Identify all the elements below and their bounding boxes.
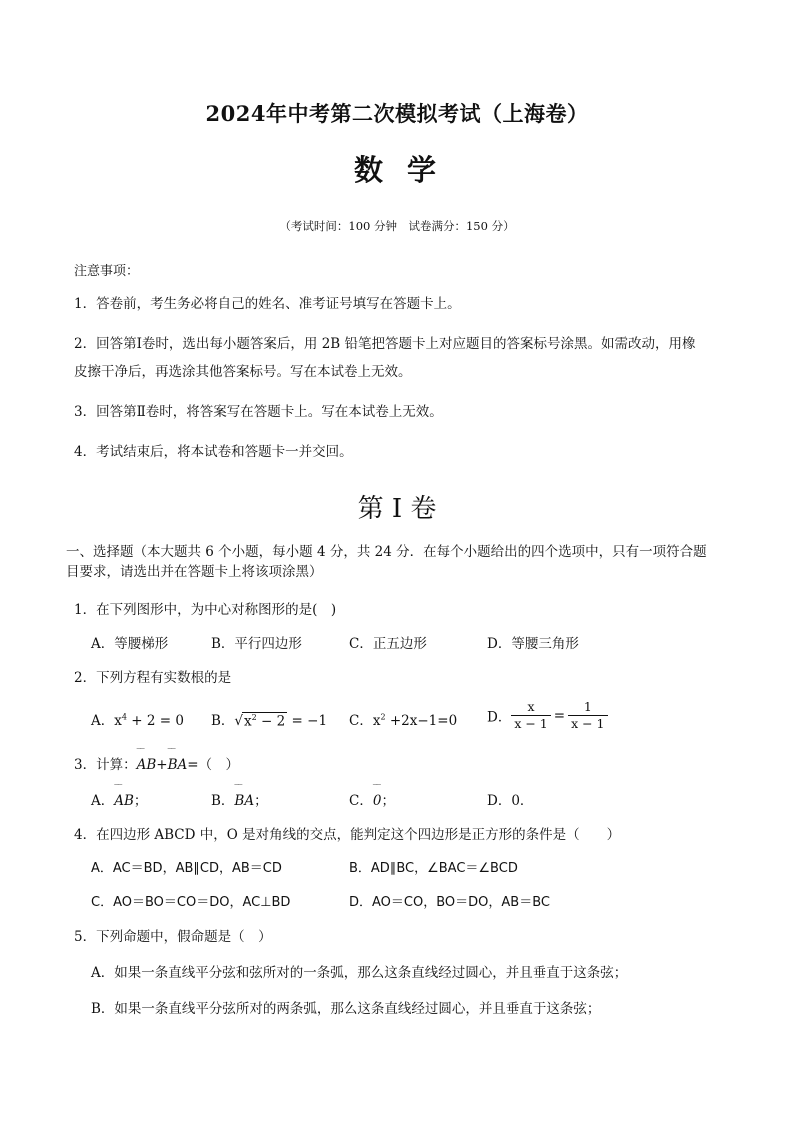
q2-c-label: C．	[349, 713, 373, 729]
q3-b-label: B．	[211, 793, 235, 809]
q2-b-label: B．	[211, 713, 235, 729]
q3-option-c	[349, 789, 395, 809]
q2-d-num2: 1	[568, 699, 607, 716]
section-instructions-1: 一、选择题（本大题共 6 个小题，每小题 4 分，共 24 分．在每个小题给出的四个选项中，只有一项符合题	[66, 544, 707, 560]
question-1-stem: 1．在下列图形中，为中心对称图形的是( )	[74, 602, 337, 618]
exam-title: 2024年中考第二次模拟考试（上海卷）	[205, 101, 589, 126]
q2-d-den2: x − 1	[571, 716, 605, 731]
notice-item-1: 1．答卷前，考生务必将自己的姓名、准考证号填写在答题卡上。	[74, 296, 461, 312]
q2-d-den1: x − 1	[514, 716, 548, 731]
q1-option-b: B．平行四边形	[211, 636, 302, 652]
q4-option-b: B．AD∥BC，∠BAC＝∠BCD	[349, 861, 518, 876]
q1-option-a: A．等腰梯形	[91, 636, 169, 652]
section-instructions-2: 目要求，请选出并在答题卡上将该项涂黑）	[66, 564, 323, 580]
q2-a-label: A．	[91, 713, 115, 729]
q2-option-d	[487, 699, 608, 732]
q3-b-vector: ‾‾ BA	[234, 793, 254, 809]
q3-c-label: C．	[349, 793, 373, 809]
notice-item-2: 2．回答第Ⅰ卷时，选出每小题答案后，用 2B 铅笔把答题卡上对应题目的答案标号涂黑。如需改动，用橡	[74, 336, 696, 352]
q2-a-base: x	[114, 713, 122, 729]
q2-b-rest: − 2	[256, 713, 286, 729]
q2-b-exp: 2	[251, 712, 257, 722]
q3-b-tail: ；	[254, 793, 268, 809]
q4-option-d: D．AO＝CO，BO＝DO，AB＝BC	[349, 895, 550, 910]
q2-a-exp: 4	[121, 712, 127, 722]
q2-c-exp: 2	[380, 712, 386, 722]
q2-c-rest: +2x−1=0	[385, 713, 458, 729]
vector-ba: ‾‾ BA	[168, 757, 188, 773]
q4-option-a: A．AC＝BD，AB∥CD，AB＝CD	[91, 861, 282, 876]
exam-info: （考试时间：100 分钟 试卷满分：150 分）	[279, 219, 515, 233]
q2-b-radicand	[242, 712, 287, 730]
question-5-stem: 5．下列命题中，假命题是（ ）	[74, 929, 272, 945]
question-4-stem: 4．在四边形 ABCD 中，O 是对角线的交点，能判定这个四边形是正方形的条件是（ ）	[74, 827, 621, 843]
notice-item-2-cont: 皮擦干净后，再选涂其他答案标号。写在本试卷上无效。	[74, 364, 412, 380]
notice-item-4: 4．考试结束后，将本试卷和答题卡一并交回。	[74, 444, 353, 460]
q2-d-label: D．	[487, 709, 512, 726]
q2-b-base: x	[244, 713, 252, 729]
question-3-stem	[74, 753, 239, 773]
q2-b-rhs: = −1	[287, 713, 328, 729]
q2-d-fraction-left	[511, 699, 550, 732]
q5-option-a: A．如果一条直线平分弦和弦所对的一条弧，那么这条直线经过圆心，并且垂直于这条弦；	[91, 965, 628, 981]
q3-plus: +	[156, 757, 168, 773]
q3-option-b	[211, 789, 268, 809]
q2-d-fraction-right	[568, 699, 607, 732]
q1-option-c: C．正五边形	[349, 636, 427, 652]
q3-a-tail: ；	[133, 793, 148, 809]
notice-item-3: 3．回答第Ⅱ卷时，将答案写在答题卡上。写在本试卷上无效。	[74, 404, 443, 420]
q3-stem-suffix: =（ ）	[187, 757, 240, 773]
q5-option-b: B．如果一条直线平分弦所对的两条弧，那么这条直线经过圆心，并且垂直于这条弦；	[91, 1001, 601, 1017]
q3-option-d: D．0．	[487, 793, 534, 809]
sqrt-symbol: √	[234, 713, 244, 729]
q2-option-b	[211, 709, 327, 729]
q3-c-vector: ‾‾ 0	[373, 793, 382, 809]
q4-option-c: C．AO＝BO＝CO＝DO，AC⊥BD	[91, 895, 291, 910]
q2-option-c	[349, 709, 457, 729]
q2-c-base: x	[372, 713, 381, 729]
q3-option-a	[91, 789, 147, 809]
q2-a-rest: + 2 = 0	[126, 713, 184, 729]
q3-a-label: A．	[91, 793, 115, 809]
question-2-stem: 2．下列方程有实数根的是	[74, 670, 232, 686]
subject-heading: 数学	[353, 153, 460, 187]
q2-d-equals: =	[553, 707, 566, 724]
q2-d-num1: x	[511, 699, 550, 716]
q2-option-a	[91, 709, 184, 729]
notice-heading: 注意事项：	[74, 264, 140, 279]
q1-option-d: D．等腰三角形	[487, 636, 579, 652]
section-title: 第 I 卷	[357, 494, 437, 524]
q3-c-tail: ；	[381, 793, 395, 809]
vector-ab: ‾‾ AB	[137, 757, 157, 773]
q3-a-vector: ‾‾ AB	[114, 793, 134, 809]
q3-stem-prefix: 3．计算：	[74, 757, 137, 773]
